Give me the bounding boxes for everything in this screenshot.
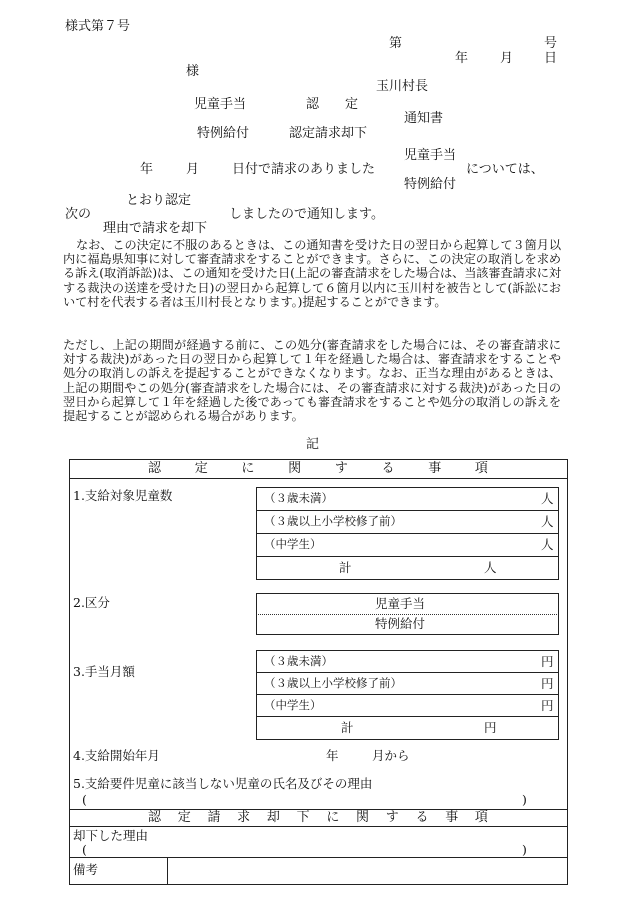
item3-row-junior-high: （中学生）	[264, 698, 322, 712]
item3-row-under3: （３歳未満）	[264, 654, 333, 668]
sentence-closing: しましたので通知します。	[229, 207, 384, 222]
doc-number-go: 号	[544, 36, 558, 51]
title-suffix: 通知書	[404, 111, 444, 126]
item1-row-preschool: （３歳以上小学校修了前）	[264, 514, 402, 528]
item5-close-paren: )	[522, 792, 527, 807]
title-option-kyakka: 認定請求却下	[289, 126, 368, 141]
item3-unit: 円	[541, 654, 554, 669]
benefit-tokurei: 特例給付	[404, 177, 457, 192]
rejection-close-paren: )	[522, 842, 527, 857]
sentence-tsuite: については、	[466, 162, 544, 177]
result-nintei: とおり認定	[126, 193, 192, 208]
item1-label: 1.支給対象児童数	[73, 488, 173, 503]
ki-label: 記	[306, 437, 320, 452]
rejection-header: 認 定 請 求 却 下 に 関 す る 事 項	[148, 810, 488, 825]
title-option-nintei: 認 定	[306, 97, 359, 112]
item2-label: 2.区分	[73, 595, 110, 610]
result-kyakka: 理由で請求を却下	[103, 221, 208, 236]
item1-unit: 人	[541, 537, 554, 552]
sentence-tsugi: 次の	[65, 207, 92, 222]
item1-unit: 人	[541, 491, 554, 506]
item4-label: 4.支給開始年月	[73, 748, 160, 763]
item1-total-unit: 人	[484, 560, 497, 575]
remarks-label: 備考	[73, 862, 99, 877]
item1-row-under3: （３歳未満）	[264, 491, 333, 505]
item1-row-junior-high: （中学生）	[264, 537, 322, 551]
item3-total-label: 計	[341, 720, 354, 735]
sentence-hizuke: 日付で請求のありました	[232, 162, 376, 177]
date-year: 年	[455, 51, 469, 66]
item1-unit: 人	[541, 514, 554, 529]
rejection-reason-label: 却下した理由	[73, 828, 149, 843]
title-option-tokurei: 特例給付	[197, 126, 250, 141]
item5-open-paren: (	[82, 792, 87, 807]
item4-year: 年	[326, 748, 339, 763]
item3-unit: 円	[541, 698, 554, 713]
doc-number-dai: 第	[389, 36, 403, 51]
item3-unit: 円	[541, 676, 554, 691]
item5-label: 5.支給要件児童に該当しない児童の氏名及びその理由	[73, 776, 373, 791]
item4-month-from: 月から	[372, 748, 410, 763]
date-month: 月	[500, 51, 514, 66]
item2-tokurei: 特例給付	[375, 616, 426, 631]
item3-label: 3.手当月額	[73, 664, 135, 679]
item3-row-preschool: （３歳以上小学校修了前）	[264, 676, 402, 690]
addressee-sama: 様	[186, 64, 200, 79]
title-option-jido: 児童手当	[194, 97, 247, 112]
item3-total-unit: 円	[484, 720, 497, 735]
approval-header: 認 定 に 関 す る 事 項	[148, 461, 488, 476]
benefit-jido: 児童手当	[404, 148, 457, 163]
notice-paragraph-2: ただし、上記の期間が経過する前に、この処分(審査請求をした場合には、その審査請求に対する裁決)があった日の翌日から起算して１年を経過した場合は、審査請求をすることや処分の取消しの訴えを提起することができなくなります。なお、正当な理由があるときは、上記の期間やこの処分(審査請求をした場合には、その審査請求に対する裁決)があった日の翌日から起算して１年を経過した後であっても審査請求をすることや処分の取消しの訴えを提起することが認められる場合があります。	[63, 338, 561, 424]
sentence-year: 年	[140, 162, 154, 177]
notice-paragraph-1: なお、この決定に不服のあるときは、この通知書を受けた日の翌日から起算して３箇月以内に福島県知事に対して審査請求をすることができます。さらに、この決定の取消しを求める訴え(取消訴訟)は、この通知を受けた日(上記の審査請求をした場合は、当該審査請求に対する裁決の送達を受けた日)の翌日から起算して６箇月以内に玉川村を被告として(訴訟において村を代表する者は玉川村長となります。)提起することができます。	[63, 238, 561, 309]
issuer: 玉川村長	[376, 79, 429, 94]
rejection-open-paren: (	[82, 842, 87, 857]
date-day: 日	[544, 51, 558, 66]
item1-total-label: 計	[339, 560, 352, 575]
form-number: 様式第７号	[65, 19, 131, 34]
sentence-month: 月	[186, 162, 200, 177]
item2-jido: 児童手当	[375, 596, 426, 611]
